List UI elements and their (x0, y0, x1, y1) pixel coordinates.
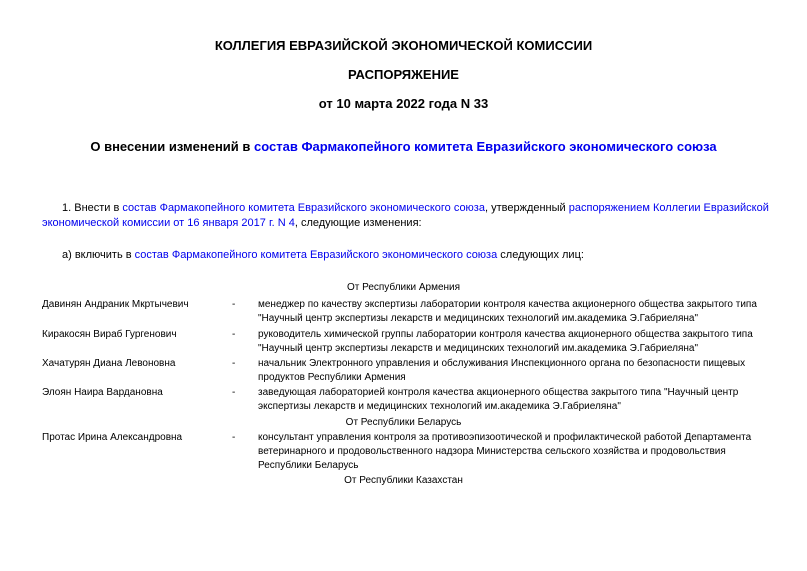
title-prefix: О внесении изменений в (90, 139, 255, 154)
member-position: начальник Электронного управления и обслуживания Инспекционного органа по безопасности пищевых продуктов Республики Армения (258, 358, 746, 383)
p2-text-2: следующих лиц: (497, 249, 584, 261)
doc-type-heading: РАСПОРЯЖЕНИЕ (348, 67, 459, 82)
member-position: менеджер по качеству экспертизы лаборатории контроля качества акционерного общества закрытого типа "Научный центр экспертизы лекарств и медицинских технологий им.академика Э.Габриеляна" (258, 299, 757, 324)
document-title (0, 139, 807, 155)
member-name: Протас Ирина Александровна (42, 432, 183, 443)
p1-text-2: , утвержденный (484, 202, 569, 214)
p1-text-1: 1. Внести в (62, 202, 123, 214)
p2-link-committee[interactable]: состав Фармакопейного комитета Евразийского экономического союза (134, 249, 498, 261)
paragraph-1 (42, 201, 772, 231)
p1-text-3: , следующие изменения: (294, 217, 422, 229)
p2-text-1: а) включить в (62, 249, 135, 261)
member-name: Давинян Андраник Мкртычевич (42, 299, 189, 310)
p1-link-order[interactable]: распоряжением Коллегии Евразийской экономической комиссии от 16 января 2017 г. N 4 (42, 202, 769, 229)
member-dash: - (232, 432, 236, 443)
member-position: руководитель химической группы лаборатории контроля качества акционерного общества закрытого типа "Научный центр экспертизы лекарств и медицинских технологий им.академика Э.Габриеляна" (258, 329, 753, 354)
title-link[interactable]: состав Фармакопейного комитета Евразийского экономического союза (254, 139, 717, 154)
country-belarus: От Республики Беларусь (345, 417, 462, 428)
p1-link-committee[interactable]: состав Фармакопейного комитета Евразийского экономического союза (122, 202, 485, 214)
paragraph-2 (42, 248, 772, 263)
date-heading: от 10 марта 2022 года N 33 (318, 96, 489, 111)
member-dash: - (232, 299, 236, 310)
member-name: Элоян Наира Вардановна (42, 387, 163, 398)
member-dash: - (232, 329, 236, 340)
member-dash: - (232, 358, 236, 369)
member-name: Хачатурян Диана Левоновна (42, 358, 176, 369)
member-position: консультант управления контроля за противоэпизоотической и профилактической работой Департамента ветеринарного и продовольственного надзора Министерства сельского хозяйства и продовольствия Республики Беларусь (258, 432, 752, 471)
country-kazakhstan: От Республики Казахстан (344, 475, 463, 486)
org-heading: КОЛЛЕГИЯ ЕВРАЗИЙСКОЙ ЭКОНОМИЧЕСКОЙ КОМИССИИ (214, 38, 593, 53)
member-dash: - (232, 387, 236, 398)
member-position: заведующая лабораторией контроля качества акционерного общества закрытого типа "Научный центр экспертизы лекарств и медицинских технологий им.академика Э.Габриеляна" (258, 387, 739, 412)
member-name: Киракосян Вираб Гургенович (42, 329, 177, 340)
country-armenia: От Республики Армения (346, 282, 461, 293)
